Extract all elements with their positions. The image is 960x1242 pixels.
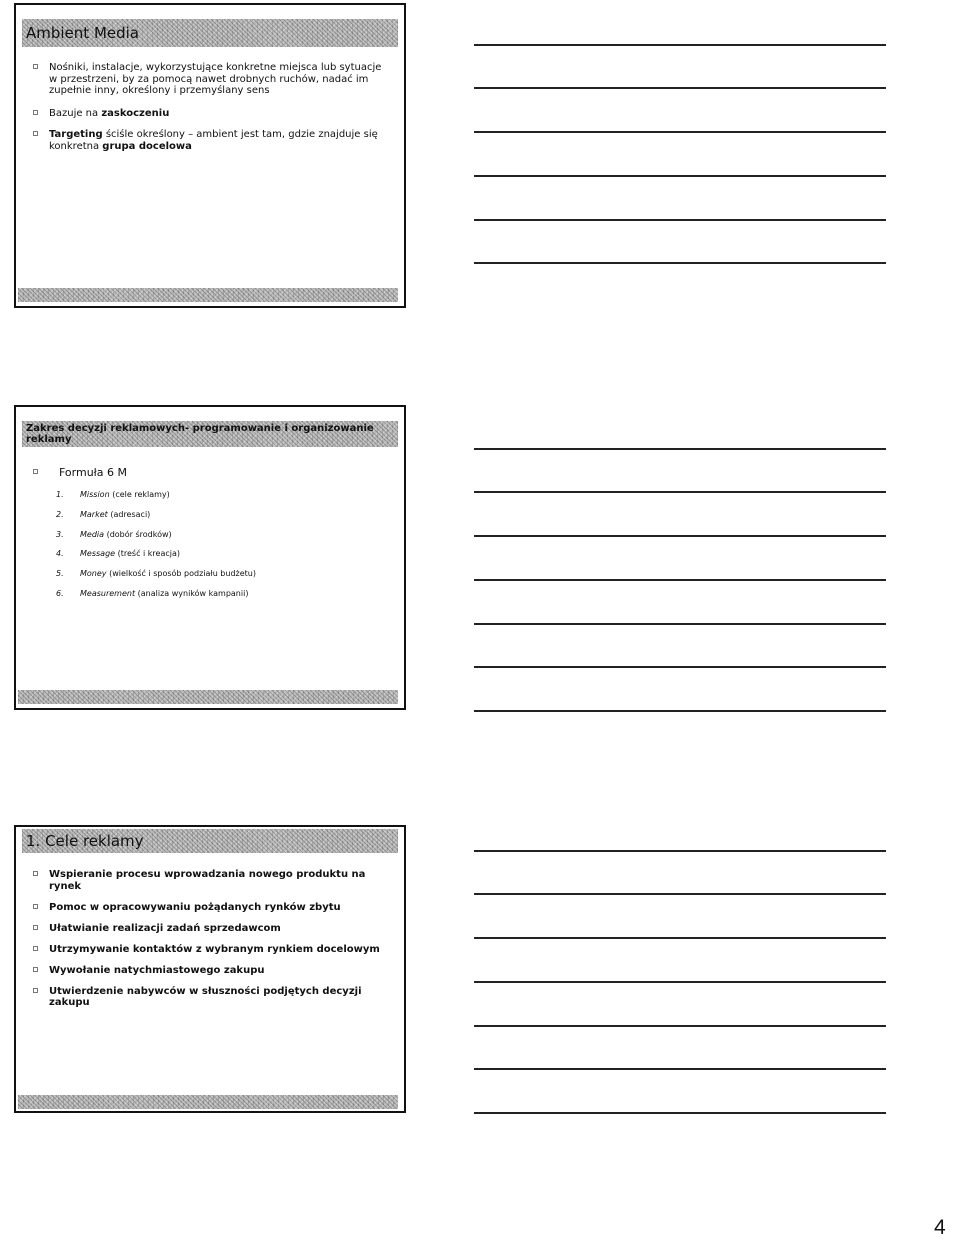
note-line	[474, 666, 886, 668]
list-item	[56, 490, 256, 510]
slide-1	[14, 3, 406, 308]
item-term: Market	[80, 509, 108, 519]
list-item	[56, 589, 256, 609]
bullet-text: Pomoc w opracowywaniu pożądanych rynków zbytu	[49, 901, 341, 913]
list-item	[56, 530, 256, 550]
bullet-square-icon	[33, 469, 38, 474]
list-item	[32, 944, 390, 956]
slide-title: Zakres decyzji reklamowych- programowanie i organizowanie reklamy	[26, 423, 374, 445]
bullet-list	[32, 62, 390, 152]
item-number: 5.	[56, 569, 64, 579]
bullet-emphasis: grupa docelowa	[102, 140, 192, 152]
page-number: 4	[934, 1216, 946, 1239]
bullet-text: Wywołanie natychmiastowego zakupu	[49, 964, 265, 976]
bullet-text: Utrzymywanie kontaktów z wybranym rynkiem docelowym	[49, 943, 380, 955]
item-term: Measurement	[80, 588, 136, 598]
list-item	[32, 108, 390, 120]
slide-title-bar	[22, 421, 398, 447]
list-item	[32, 869, 390, 892]
bullet-square-icon	[33, 871, 38, 876]
list-item	[32, 467, 390, 479]
bullet-square-icon	[33, 946, 38, 951]
bullet-square-icon	[33, 988, 38, 993]
note-line	[474, 44, 886, 46]
bullet-text: Utwierdzenie nabywców w słuszności podjętych decyzji zakupu	[49, 985, 362, 1008]
bullet-square-icon	[33, 904, 38, 909]
list-item	[56, 549, 256, 569]
note-line	[474, 219, 886, 221]
bullet-square-icon	[33, 110, 38, 115]
slide-footer-bar	[18, 690, 398, 704]
slide-footer-bar	[18, 288, 398, 302]
note-line	[474, 579, 886, 581]
note-line	[474, 850, 886, 852]
slide-footer-bar	[18, 1095, 398, 1109]
bullet-square-icon	[33, 64, 38, 69]
slide-title: Ambient Media	[26, 24, 139, 42]
item-description: (adresaci)	[107, 509, 151, 519]
bullet-text: Wspieranie procesu wprowadzania nowego produktu na rynek	[49, 869, 366, 892]
note-line	[474, 491, 886, 493]
item-term: Message	[80, 549, 116, 559]
notes-lines-1	[474, 44, 886, 284]
slide-2	[14, 405, 406, 710]
note-line	[474, 623, 886, 625]
note-line	[474, 131, 886, 133]
list-item	[56, 569, 256, 589]
item-number: 2.	[56, 509, 64, 519]
note-line	[474, 1025, 886, 1027]
item-number: 3.	[56, 529, 64, 539]
list-item	[32, 965, 390, 977]
item-number: 4.	[56, 549, 64, 559]
notes-lines-2	[474, 448, 886, 718]
list-item	[56, 510, 256, 530]
bullet-text: Bazuje na	[49, 107, 102, 119]
list-item	[32, 62, 390, 97]
bullet-square-icon	[33, 967, 38, 972]
note-line	[474, 448, 886, 450]
item-description: (treść i kreacja)	[115, 549, 180, 559]
numbered-list	[56, 490, 256, 609]
item-term: Media	[80, 529, 105, 539]
bullet-emphasis: zaskoczeniu	[101, 107, 170, 119]
slide-title: 1. Cele reklamy	[26, 832, 144, 850]
note-line	[474, 262, 886, 264]
list-item	[32, 923, 390, 935]
bullet-text: Formuła 6 M	[59, 466, 128, 479]
slide-title-bar	[22, 829, 398, 853]
note-line	[474, 937, 886, 939]
note-line	[474, 87, 886, 89]
item-description: (analiza wyników kampanii)	[135, 588, 249, 598]
slide-3	[14, 825, 406, 1113]
bullet-text: Nośniki, instalacje, wykorzystujące konkretne miejsca lub sytuacje w przestrzeni, by za pomocą nawet drobnych ruchów, nadać im zupełnie inny, określony i przemyślany sens	[49, 62, 382, 96]
item-number: 6.	[56, 588, 64, 598]
bullet-square-icon	[33, 131, 38, 136]
item-number: 1.	[56, 490, 64, 499]
item-description: (cele reklamy)	[109, 490, 170, 499]
note-line	[474, 710, 886, 712]
bullet-list	[32, 869, 390, 1009]
list-item	[32, 986, 390, 1009]
item-description: (wielkość i sposób podziału budżetu)	[106, 569, 256, 579]
bullet-emphasis: Targeting	[49, 129, 103, 140]
bullet-list	[32, 467, 390, 479]
bullet-square-icon	[33, 925, 38, 930]
item-term: Money	[80, 569, 107, 579]
bullet-text: ściśle określony – ambient jest tam, gdzie znajduje się konkretna	[49, 129, 378, 152]
slide-title-bar	[22, 19, 398, 47]
note-line	[474, 981, 886, 983]
note-line	[474, 535, 886, 537]
bullet-text: Ułatwianie realizacji zadań sprzedawcom	[49, 922, 281, 934]
notes-lines-3	[474, 850, 886, 1120]
note-line	[474, 1112, 886, 1114]
list-item	[32, 902, 390, 914]
item-description: (dobór środków)	[104, 529, 172, 539]
note-line	[474, 893, 886, 895]
item-term: Mission	[80, 490, 110, 499]
note-line	[474, 1068, 886, 1070]
note-line	[474, 175, 886, 177]
list-item	[32, 129, 390, 152]
